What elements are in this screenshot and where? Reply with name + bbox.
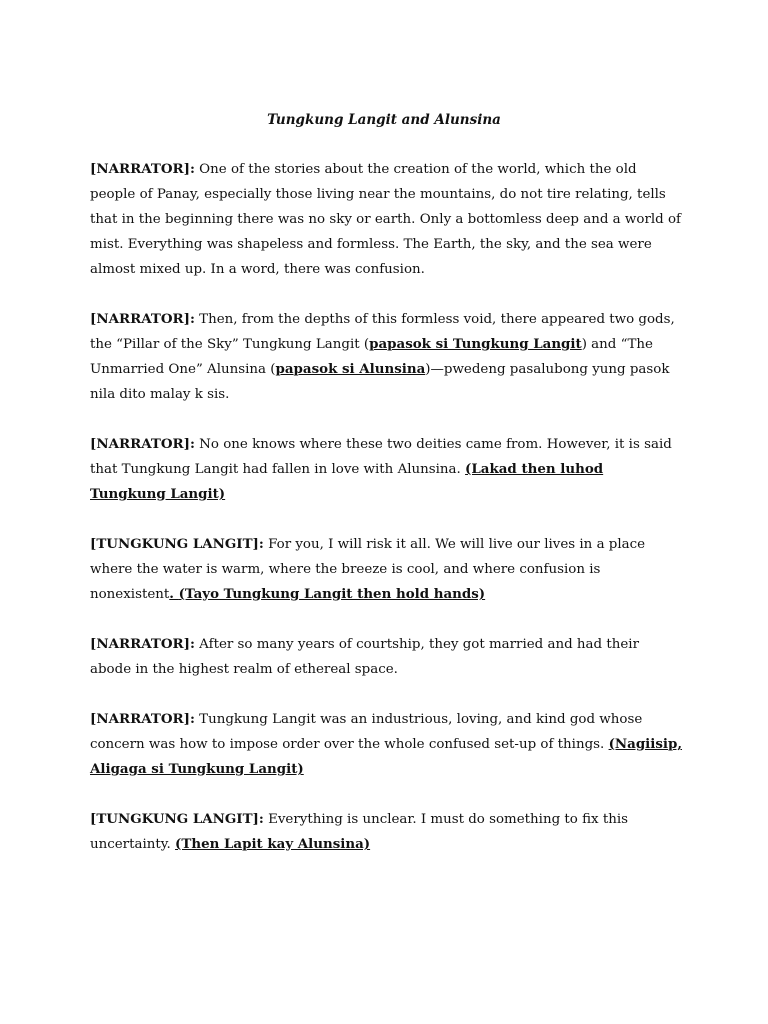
dialogue-text: One of the stories about the creation of the world, which the old people of Panay, especially those living near the mountains, do not tire relating, tells that in the beginning there was no sky or earth. Only a bottomless deep and a world of mist. Everything was shapeless and formless. The Earth, the sky, and the sea were almost mixed up. In a word, there was confusion. xyxy=(90,162,681,277)
speaker-label: [NARRATOR]: xyxy=(90,161,195,177)
script-paragraph xyxy=(90,632,682,682)
stage-direction: (Lakad then luhod Tungkung Langit) xyxy=(90,461,604,502)
stage-direction: . xyxy=(169,586,179,602)
dialogue-text: ) and “The Unmarried One” Alunsina ( xyxy=(90,337,653,377)
script-paragraph xyxy=(90,307,682,407)
dialogue-text: After so many years of courtship, they got married and had their abode in the highest realm of ethereal space. xyxy=(90,637,639,677)
stage-direction: papasok si Tungkung Langit xyxy=(369,336,582,352)
dialogue-text: Everything is unclear. I must do something to fix this uncertainty. xyxy=(90,812,629,852)
speaker-label: [TUNGKUNG LANGIT]: xyxy=(90,536,264,552)
document-title: Tungkung Langit and Alunsina xyxy=(267,112,501,128)
speaker-label: [NARRATOR]: xyxy=(90,636,195,652)
stage-direction: (Nagiisip, Aligaga si Tungkung Langit) xyxy=(90,736,683,777)
stage-direction: papasok si Alunsina xyxy=(275,361,426,377)
script-paragraph xyxy=(90,157,682,282)
speaker-label: [NARRATOR]: xyxy=(90,436,195,452)
script-paragraph xyxy=(90,432,682,507)
speaker-label: [NARRATOR]: xyxy=(90,311,195,327)
dialogue-text: No one knows where these two deities came from. However, it is said that Tungkung Langit had fallen in love with Alunsina. xyxy=(90,437,672,477)
speaker-label: [TUNGKUNG LANGIT]: xyxy=(90,811,264,827)
speaker-label: [NARRATOR]: xyxy=(90,711,195,727)
stage-direction: (Then Lapit kay Alunsina) xyxy=(175,836,371,852)
dialogue-text: )—pwedeng pasalubong yung pasok nila dito malay k sis. xyxy=(90,362,670,402)
script-paragraph xyxy=(90,807,682,857)
dialogue-text: Then, from the depths of this formless void, there appeared two gods, the “Pillar of the Sky” Tungkung Langit ( xyxy=(90,312,675,352)
stage-direction: (Tayo Tungkung Langit then hold hands) xyxy=(178,586,486,602)
script-paragraph xyxy=(90,707,682,782)
script-paragraph xyxy=(90,532,682,607)
dialogue-text: For you, I will risk it all. We will live our lives in a place where the water is warm, where the breeze is cool, and where confusion is nonexistent xyxy=(90,537,646,602)
dialogue-text: Tungkung Langit was an industrious, loving, and kind god whose concern was how to impose order over the whole confused set-up of things. xyxy=(90,712,643,752)
